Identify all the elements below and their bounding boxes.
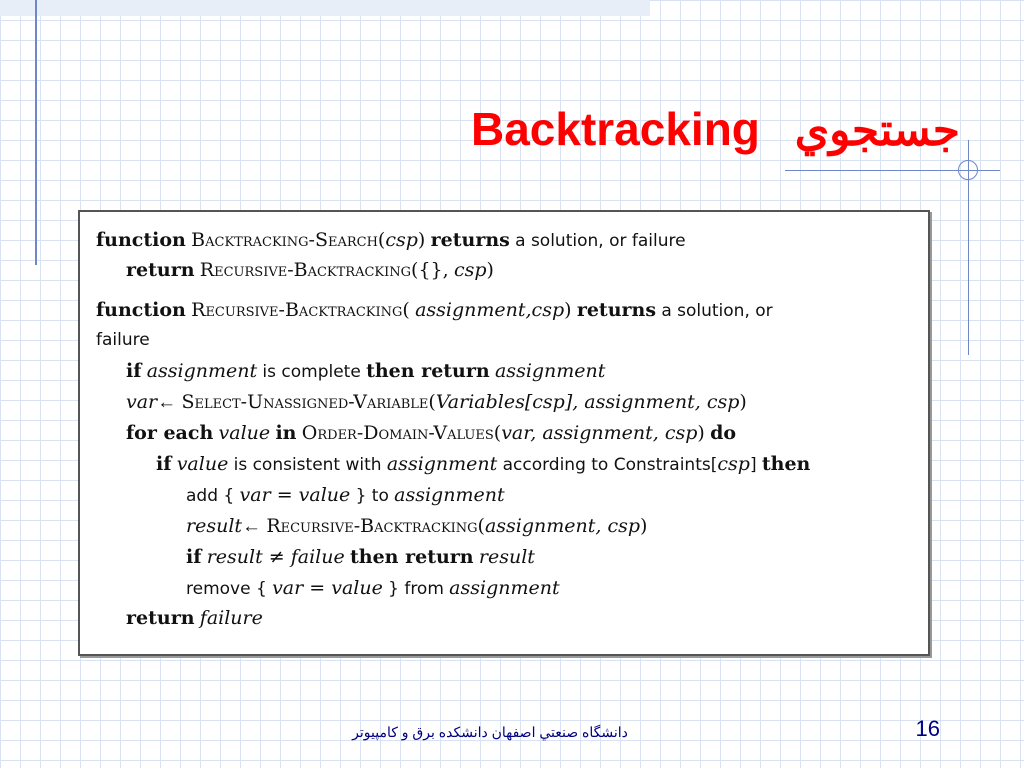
variable: value [176, 453, 229, 475]
arguments: assignment, csp [484, 515, 641, 537]
algo-line-9 [186, 483, 505, 508]
variable: assignment [494, 360, 606, 382]
text: is consistent with [233, 455, 382, 475]
paren: ) [486, 259, 494, 281]
title-english: Backtracking [470, 103, 760, 155]
slide-title [300, 96, 960, 162]
keyword: in [275, 422, 297, 444]
text: } from [388, 579, 444, 599]
keyword: if [156, 453, 172, 475]
algo-line-13 [126, 606, 263, 631]
paren: ) [739, 391, 747, 413]
algo-line-1 [96, 228, 686, 253]
keyword: then return [366, 360, 490, 382]
assign-arrow: ← [242, 516, 262, 537]
algo-line-4 [96, 328, 150, 352]
algo-line-3 [96, 298, 773, 323]
text: a solution, or [661, 301, 773, 321]
keyword: function [96, 299, 186, 321]
paren: ) [640, 515, 648, 537]
text: a solution, or failure [515, 231, 686, 251]
top-decorative-bar [0, 0, 650, 16]
paren: ) [564, 299, 572, 321]
function-name: Select-Unassigned-Variable( [181, 391, 436, 413]
title-persian: جستجوي [794, 106, 960, 155]
text: according to Constraints[ [502, 455, 718, 475]
keyword: return [126, 607, 195, 629]
bracket: ] [749, 455, 757, 475]
keyword: function [96, 229, 186, 251]
argument: csp [453, 259, 487, 281]
keyword: then [761, 453, 811, 475]
keyword: if [126, 360, 142, 382]
variable: value [218, 422, 271, 444]
variable: result [186, 515, 243, 537]
variable: var [126, 391, 158, 413]
text: is complete [262, 362, 361, 382]
argument: csp [717, 453, 750, 475]
paren: ) [697, 422, 705, 444]
algo-line-11 [186, 545, 535, 570]
arguments: Variables[csp], assignment, csp [435, 391, 740, 413]
keyword: returns [576, 299, 657, 321]
argument: assignment,csp [415, 299, 565, 321]
algo-line-10 [186, 514, 647, 539]
page-number: 16 [915, 716, 940, 741]
arguments: var, assignment, csp [501, 422, 698, 444]
keyword: returns [430, 229, 510, 251]
text: remove { [186, 579, 267, 599]
keyword: then return [350, 546, 474, 568]
keyword: do [710, 422, 737, 444]
variable: assignment [386, 453, 498, 475]
variable: assignment [449, 577, 560, 599]
footer-university: دانشگاه صنعتي اصفهان دانشكده برق و كامپيوتر [352, 724, 628, 740]
left-vertical-rule [35, 0, 37, 265]
argument: csp [385, 229, 418, 251]
expression: result ≠ failue [206, 546, 345, 568]
function-name: Recursive-Backtracking( [266, 515, 485, 537]
variable: assignment [146, 360, 258, 382]
decorative-circle [958, 160, 978, 180]
function-name: Recursive-Backtracking({}, [199, 259, 449, 281]
paren: ) [417, 229, 426, 251]
expression: var = value [239, 484, 351, 506]
algo-line-5 [126, 359, 605, 384]
algo-line-8 [156, 452, 810, 477]
algo-line-7 [126, 421, 736, 446]
algo-line-12 [186, 576, 560, 601]
function-name: Backtracking-Search( [191, 229, 386, 251]
function-name: Order-Domain-Values( [301, 422, 502, 444]
text: failure [96, 330, 150, 350]
algo-line-2 [126, 258, 494, 283]
text: } to [355, 486, 389, 506]
keyword: for each [126, 422, 214, 444]
variable: result [478, 546, 535, 568]
text: add { [186, 486, 235, 506]
algorithm-box [78, 210, 930, 656]
assign-arrow: ← [157, 392, 177, 413]
keyword: if [186, 546, 202, 568]
variable: failure [199, 607, 263, 629]
variable: assignment [394, 484, 505, 506]
function-name: Recursive-Backtracking( [191, 299, 410, 321]
algo-line-6 [126, 390, 747, 415]
keyword: return [126, 259, 195, 281]
expression: var = value [272, 577, 383, 599]
